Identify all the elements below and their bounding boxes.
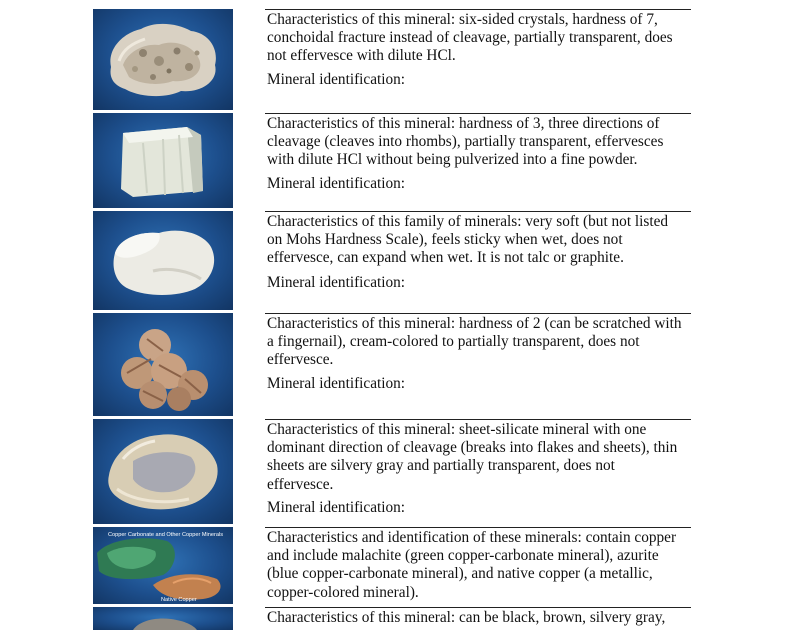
copper-minerals-image bbox=[93, 527, 233, 604]
row-rule bbox=[265, 527, 691, 528]
mineral-photo bbox=[93, 9, 233, 110]
mineral-photo bbox=[93, 113, 233, 208]
image-caption-top: Copper Carbonate and Other Copper Minerals bbox=[107, 532, 223, 538]
row-rule bbox=[265, 211, 691, 212]
porous-rock-image bbox=[93, 9, 233, 110]
sheet-mineral-image bbox=[93, 419, 233, 524]
row-rule bbox=[265, 313, 691, 314]
mineral-photo bbox=[93, 419, 233, 524]
mineral-identification-label: Mineral identification: bbox=[267, 274, 406, 291]
mineral-identification-label: Mineral identification: bbox=[267, 499, 406, 516]
row-rule bbox=[265, 607, 691, 608]
row-rule bbox=[265, 9, 691, 10]
mineral-photo bbox=[93, 607, 233, 630]
svg-text:Native Copper bbox=[161, 597, 197, 603]
mineral-description: Characteristics of this mineral: can be black, brown, silvery gray, bbox=[267, 609, 666, 626]
mineral-description: Characteristics of this mineral: sheet-silicate mineral with one dominant direction of cleavage (breaks into flakes and sheets), thin sheets are silvery gray and partially transparent, does not effervesce. bbox=[267, 421, 678, 493]
mineral-photo bbox=[93, 211, 233, 310]
row-rule bbox=[265, 419, 691, 420]
mineral-photo bbox=[93, 313, 233, 416]
mineral-identification-label: Mineral identification: bbox=[267, 71, 406, 88]
row-rule bbox=[265, 113, 691, 114]
mineral-description: Characteristics of this mineral: hardness of 2 (can be scratched with a fingernail), cream-colored to partially transparent, does not effervesce. bbox=[267, 315, 682, 369]
image-caption-bottom: Native Copper bbox=[161, 597, 197, 603]
rhomb-crystal-image bbox=[93, 113, 233, 208]
svg-text:Copper Carbonate and Other Cop bbox=[108, 532, 223, 538]
mineral-photo bbox=[93, 527, 233, 604]
clay-lump-image bbox=[93, 211, 233, 310]
mineral-description: Characteristics of this family of minerals: very soft (but not listed on Mohs Hardness Scale), feels sticky when wet, does not effervesce, can expand when wet. It is not talc or graphite. bbox=[267, 213, 669, 267]
mineral-description: Characteristics of this mineral: hardness of 3, three directions of cleavage (cleaves into rhombs), partially transparent, effervesces with dilute HCl without being pulverized into a fine powder. bbox=[267, 115, 664, 169]
mineral-identification-label: Mineral identification: bbox=[267, 175, 406, 192]
mineral-description: Characteristics and identification of these minerals: contain copper and include malachite (green copper-carbonate mineral), azurite (blue copper-carbonate mineral), and native copper (a metallic, copper-colored mineral). bbox=[267, 529, 677, 601]
mineral-description: Characteristics of this mineral: six-sided crystals, hardness of 7, conchoidal fracture instead of cleavage, partially transparent, does not effervesce with dilute HCl. bbox=[267, 11, 673, 65]
rosette-cluster-image bbox=[93, 313, 233, 416]
mineral-identification-label: Mineral identification: bbox=[267, 375, 406, 392]
partial-specimen-image bbox=[93, 607, 233, 630]
